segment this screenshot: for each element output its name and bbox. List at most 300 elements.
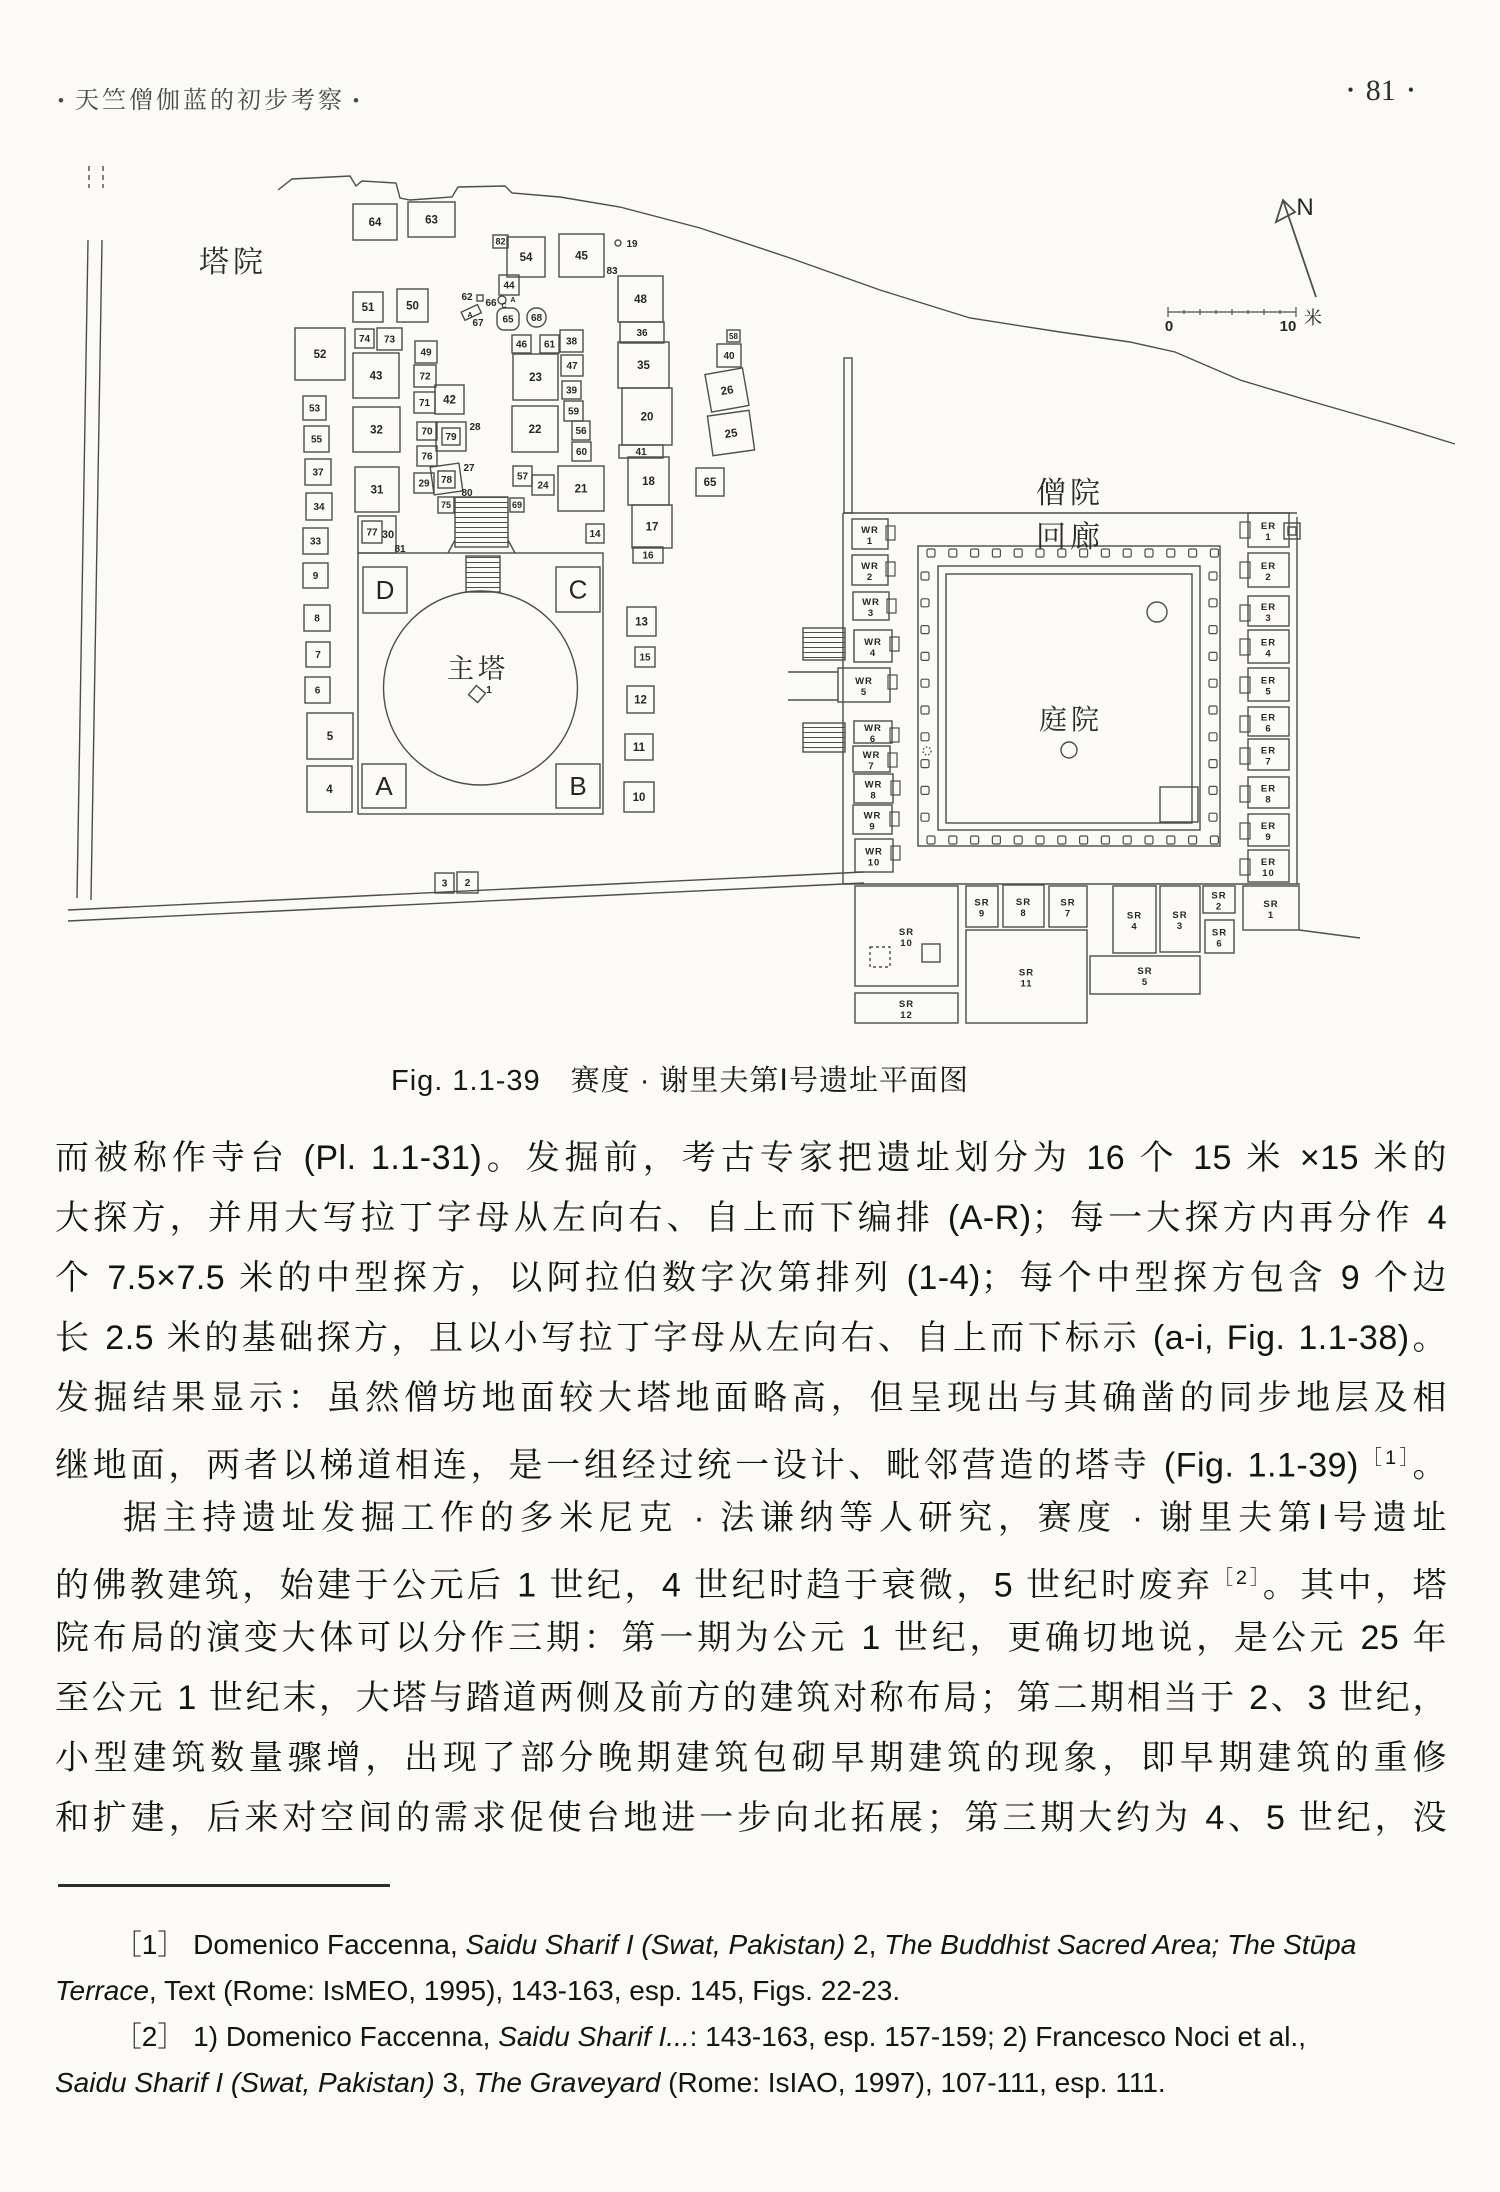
pillar	[921, 813, 929, 821]
plan-room	[966, 886, 998, 927]
plan-label: 53	[308, 403, 321, 415]
plan-box	[362, 521, 382, 543]
plan-box	[353, 407, 400, 452]
pillar	[1123, 836, 1131, 844]
plan-label: 52	[313, 349, 327, 362]
plan-room	[852, 555, 895, 585]
svg-text:ER7: ER 7	[1260, 745, 1277, 768]
plan-label: 69	[511, 500, 523, 511]
body-line: 长 2.5 米的基础探方，且以小写拉丁字母从左向右、自上而下标示 (a-i, Fig. 1.1-38)。	[55, 1319, 1447, 1357]
plan-box	[559, 234, 604, 277]
colonnade-outer	[918, 546, 1220, 846]
svg-text:ER5: ER 5	[1260, 675, 1277, 698]
plan-room	[1240, 777, 1289, 808]
plan-box	[619, 445, 663, 458]
plan-box	[627, 686, 654, 713]
plan-box	[408, 202, 455, 237]
plan-label: 73	[383, 334, 396, 346]
pillar	[1014, 836, 1022, 844]
plan-box	[513, 354, 558, 400]
plan-box	[497, 308, 519, 330]
plan-label: 20	[640, 411, 654, 424]
footnote-separator	[58, 1884, 390, 1887]
plan-label: 65	[703, 477, 717, 490]
plan-box	[717, 344, 741, 367]
plan-box	[414, 392, 435, 413]
svg-text:WR1: WR 1	[861, 525, 879, 547]
plan-label: 45	[575, 250, 588, 263]
plan-box	[513, 466, 532, 486]
scale-bar	[1168, 307, 1296, 317]
plan-label: 18	[642, 476, 655, 489]
plan-label: 21	[574, 483, 588, 496]
svg-text:SR8: SR 8	[1015, 897, 1032, 919]
plan-label: 41	[635, 447, 647, 459]
plan-box	[303, 528, 328, 554]
sr10-square	[922, 944, 940, 962]
plan-box	[635, 647, 655, 667]
plan-corner-square	[363, 567, 407, 613]
courtyard-wall-inner	[946, 574, 1192, 823]
plan-room	[855, 839, 900, 872]
plan-box	[499, 275, 519, 295]
svg-text:WR3: WR 3	[862, 597, 880, 619]
pillar	[1167, 836, 1175, 844]
staircase	[803, 628, 845, 660]
terrace-boundary-dashes	[89, 166, 103, 188]
plan-label: 72	[419, 371, 431, 383]
plan-box	[586, 524, 604, 543]
footnote-line: ［1］ Domenico Faccenna, Saidu Sharif I (Swat, Pakistan) 2, The Buddhist Sacred Area; The Stūpa	[113, 1929, 1357, 1960]
body-line: 个 7.5×7.5 米的中型探方，以阿拉伯数字次第排列 (1-4)；每个中型探方包含 9 个边	[55, 1259, 1447, 1297]
plan-room	[853, 746, 897, 772]
plan-box	[435, 873, 454, 893]
pillar	[921, 733, 929, 741]
plan-label: 14	[589, 529, 601, 541]
plan-label: 僧院	[1036, 477, 1104, 510]
svg-text:ER3: ER 3	[1260, 602, 1277, 624]
plan-box	[632, 505, 672, 548]
plan-label: 25	[723, 427, 739, 441]
svg-text:WR4: WR 4	[864, 637, 882, 659]
plan-label: 66	[485, 298, 497, 309]
plan-box	[532, 475, 554, 495]
plan-box	[457, 872, 478, 893]
svg-text:ER1: ER 1	[1260, 521, 1277, 543]
plan-room	[1205, 920, 1234, 953]
plan-label: 3	[441, 878, 448, 890]
plan-label: 42	[443, 394, 456, 407]
plan-label: 38	[565, 336, 578, 348]
plan-room	[854, 630, 899, 662]
plan-label: 9	[312, 571, 319, 583]
plan-label: 50	[406, 300, 419, 313]
pillar	[971, 836, 979, 844]
plan-box	[624, 782, 654, 812]
plan-label: D	[375, 575, 395, 605]
plan-label: A	[467, 312, 473, 319]
plan-corner-square	[362, 764, 406, 808]
plan-box	[620, 322, 664, 343]
plan-box	[303, 396, 326, 420]
plan-label: 43	[369, 370, 383, 383]
footnote-line: Saidu Sharif I (Swat, Pakistan) 3, The Graveyard (Rome: IsIAO, 1997), 107-111, esp. 111.	[55, 2067, 1166, 2098]
plan-box	[306, 642, 330, 667]
plan-box	[540, 335, 559, 353]
plan-label: 39	[565, 385, 578, 397]
plan-label: 19	[626, 239, 638, 250]
staircase	[466, 556, 500, 592]
plan-box	[512, 406, 558, 452]
pillar	[1209, 786, 1217, 794]
plan-label: 60	[575, 447, 588, 459]
plan-box	[618, 276, 663, 322]
pillar	[1209, 679, 1217, 687]
plan-label: 6	[314, 685, 321, 697]
plan-label: 77	[366, 527, 378, 539]
plan-label: 61	[543, 339, 556, 351]
plan-label: 67	[472, 318, 484, 329]
plan-label: 17	[645, 521, 659, 534]
pillar	[921, 706, 929, 714]
plan-label: 12	[634, 694, 647, 707]
plan-room	[1240, 739, 1289, 770]
plan-label: 30	[381, 529, 395, 541]
pillar	[921, 572, 929, 580]
plan-label: 2	[464, 878, 471, 890]
plan-label: 65	[502, 314, 514, 326]
plan-label: 22	[528, 424, 542, 437]
body-line: 据主持遗址发掘工作的多米尼克 · 法谦纳等人研究，赛度 · 谢里夫第Ⅰ号遗址	[123, 1499, 1447, 1537]
plan-label: 78	[440, 475, 453, 487]
terrace-boundary-west	[77, 240, 102, 900]
running-header-title: 天竺僧伽蓝的初步考察	[74, 87, 345, 114]
pillar	[1209, 813, 1217, 821]
svg-text:SR11: SR 11	[1018, 967, 1035, 990]
plan-label: 62	[461, 292, 473, 303]
plan-box	[696, 468, 724, 496]
plan-room	[1240, 630, 1289, 663]
plan-box	[305, 459, 331, 485]
plan-room	[1240, 553, 1289, 587]
plan-box	[377, 328, 402, 350]
plan-label: 28	[469, 422, 481, 433]
plan-box	[417, 446, 437, 466]
pillar	[1210, 549, 1218, 557]
staircase	[803, 723, 845, 752]
body-line: 继地面，两者以梯道相连，是一组经过统一设计、毗邻营造的塔寺 (Fig. 1.1-39)$^{[1]}$。	[55, 1446, 1447, 1485]
plan-box	[442, 428, 460, 445]
plan-room	[1240, 707, 1289, 736]
svg-text:WR6: WR 6	[864, 723, 882, 745]
plan-label: 76	[421, 451, 433, 463]
plan-label: 36	[636, 328, 648, 340]
plan-label: 59	[567, 406, 580, 418]
plan-label: 16	[642, 550, 654, 562]
plan-structure	[68, 166, 1455, 967]
plan-label: 10	[1279, 318, 1297, 335]
plan-room	[1003, 885, 1044, 927]
plan-label: 塔院	[199, 246, 267, 279]
plan-room	[1243, 886, 1299, 930]
plan-box	[353, 204, 397, 240]
plan-label: 64	[368, 217, 382, 230]
pillar	[921, 786, 929, 794]
plan-label: 47	[566, 361, 578, 373]
plan-box	[414, 365, 436, 387]
plan-label: 13	[635, 616, 648, 629]
svg-text:WR10: WR 10	[865, 846, 883, 869]
plan-label: 44	[503, 280, 515, 292]
pillar	[1210, 836, 1218, 844]
pillar	[1058, 836, 1066, 844]
main-stupa-circle	[384, 591, 578, 785]
staircase	[455, 497, 508, 547]
plan-box	[307, 766, 352, 812]
pillar	[1167, 549, 1175, 557]
svg-text:SR10: SR 10	[898, 927, 915, 949]
pillar	[927, 836, 935, 844]
svg-text:SR1: SR 1	[1263, 899, 1279, 921]
sr10-dashed-square	[870, 947, 890, 967]
plan-box	[727, 330, 740, 342]
plan-box	[353, 353, 399, 398]
pillar	[921, 652, 929, 660]
page-number-value: 81	[1365, 74, 1396, 107]
plan-label: 29	[418, 478, 430, 490]
svg-text:SR5: SR 5	[1137, 966, 1153, 988]
pillar	[1123, 549, 1131, 557]
pillar	[921, 599, 929, 607]
plan-box	[417, 422, 437, 440]
body-line: 至公元 1 世纪末，大塔与踏道两侧及前方的建筑对称布局；第二期相当于 2、3 世纪，	[55, 1679, 1447, 1717]
pillar	[949, 549, 957, 557]
plan-box	[527, 308, 546, 327]
footnote-line: Terrace, Text (Rome: IsMEO, 1995), 143-163, esp. 145, Figs. 22-23.	[55, 1975, 901, 2006]
plan-room	[854, 721, 899, 745]
svg-text:ER9: ER 9	[1260, 821, 1277, 843]
body-line: 发掘结果显示：虽然僧坊地面较大塔地面略高，但呈现出与其确凿的同步地层及相	[55, 1379, 1447, 1417]
courtyard-well	[1061, 742, 1077, 758]
monastery-passage	[788, 672, 838, 700]
plan-label: 4	[326, 784, 333, 797]
plan-box	[493, 235, 508, 248]
plan-room	[1090, 956, 1200, 994]
plan-label: 79	[445, 432, 457, 444]
pillar	[949, 836, 957, 844]
plan-room	[1240, 596, 1289, 626]
body-line: 小型建筑数量骤增，出现了部分晚期建筑包砌早期建筑的现象，即早期建筑的重修	[55, 1739, 1447, 1777]
svg-text:SR4: SR 4	[1126, 910, 1143, 933]
plan-label: A	[375, 771, 393, 801]
plan-room	[966, 930, 1087, 1023]
svg-text:WR5: WR 5	[855, 676, 873, 698]
pillar	[1189, 549, 1197, 557]
courtyard-well	[1147, 602, 1167, 622]
plan-box	[353, 292, 383, 322]
plan-label: 55	[310, 434, 323, 446]
svg-text:ER8: ER 8	[1260, 783, 1277, 806]
plan-label: C	[568, 574, 588, 605]
plan-label: 46	[515, 339, 528, 351]
pillar	[1209, 572, 1217, 580]
plan-room	[1160, 886, 1200, 952]
stupa-relic-square	[469, 686, 486, 703]
plan-room	[854, 774, 900, 803]
plan-label: 回廊	[1036, 521, 1104, 554]
plan-label: 米	[1304, 308, 1322, 328]
svg-text:ER6: ER 6	[1260, 712, 1277, 735]
svg-text:SR12: SR 12	[898, 999, 915, 1021]
plan-label: 81	[394, 544, 406, 555]
footnotes	[55, 1922, 1447, 2106]
plan-label: 8	[314, 613, 320, 625]
plan-corner-square	[556, 764, 600, 808]
plan-box	[625, 734, 653, 760]
plan-room	[1240, 668, 1289, 701]
body-line: 院布局的演变大体可以分作三期：第一期为公元 1 世纪，更确切地说，是公元 25 年	[55, 1619, 1447, 1657]
point-19	[615, 240, 621, 246]
plan-box	[564, 401, 583, 421]
svg-text:ER10: ER 10	[1260, 857, 1277, 879]
plan-label: 15	[639, 652, 651, 664]
pillar	[1036, 836, 1044, 844]
plan-label: 32	[370, 424, 383, 437]
plan-box	[512, 335, 531, 353]
plan-box	[705, 368, 749, 412]
plan-label: C	[501, 303, 507, 310]
plan-box	[561, 355, 583, 376]
plan-room	[1203, 886, 1235, 913]
plan-label: 54	[519, 252, 533, 265]
plan-room	[853, 592, 896, 620]
plan-label: 48	[634, 294, 647, 307]
plan-box	[306, 493, 332, 520]
pillar	[971, 549, 979, 557]
pillar	[1080, 836, 1088, 844]
plan-label: A	[510, 297, 516, 304]
plan-label: 37	[312, 467, 324, 479]
pillar	[921, 626, 929, 634]
svg-text:SR7: SR 7	[1060, 897, 1076, 920]
plan-label: 27	[463, 463, 475, 474]
plan-box	[438, 497, 454, 513]
plan-label: 23	[529, 372, 542, 385]
plan-room	[1049, 886, 1087, 927]
plan-label: 31	[370, 484, 384, 497]
pillar	[1209, 706, 1217, 714]
plan-label: B	[569, 771, 587, 801]
plan-box	[507, 237, 545, 277]
plan-label: 10	[632, 792, 646, 805]
plan-box	[355, 467, 399, 512]
plan-box	[307, 713, 353, 759]
svg-text:SR6: SR 6	[1211, 927, 1228, 950]
plan-label: 24	[537, 480, 549, 492]
svg-text:SR9: SR 9	[974, 897, 990, 920]
plan-box	[435, 385, 464, 414]
plan-box	[618, 342, 669, 388]
pillar	[992, 836, 1000, 844]
footnote-line: ［2］ 1) Domenico Faccenna, Saidu Sharif I...: 143-163, esp. 157-159; 2) Francesco Noci et al.,	[113, 2021, 1306, 2052]
pillar	[1209, 626, 1217, 634]
plan-label: 71	[418, 398, 431, 410]
svg-text:WR9: WR 9	[863, 810, 882, 833]
pillar	[921, 760, 929, 768]
plan-box	[628, 457, 669, 505]
plan-box	[304, 605, 330, 631]
plan-label: 1	[486, 685, 492, 696]
plan-label: 26	[719, 384, 735, 399]
monastery-west-wall	[844, 358, 852, 513]
plan-room	[852, 519, 895, 549]
plan-room	[1113, 886, 1156, 953]
plan-label: 75	[440, 500, 452, 511]
plan-box	[397, 289, 428, 322]
plan-room	[855, 993, 958, 1023]
bullet-icon: •	[58, 91, 67, 110]
svg-text:WR8: WR 8	[864, 779, 883, 802]
plan-room	[1240, 814, 1289, 846]
plan-box	[562, 381, 581, 399]
plan-box	[415, 341, 437, 363]
plan-box	[510, 498, 524, 512]
plan-label: 70	[421, 426, 433, 438]
plan-label: 0	[1164, 318, 1174, 335]
plan-label: 82	[495, 236, 506, 247]
plan-box	[627, 607, 656, 636]
pillar	[921, 679, 929, 687]
body-line: 大探方，并用大写拉丁字母从左向右、自上而下编排 (A-R)；每一大探方内再分作 4	[55, 1199, 1447, 1237]
bullet-icon: •	[1407, 80, 1414, 100]
plan-label: 83	[606, 266, 618, 277]
body-line: 而被称作寺台 (Pl. 1.1-31)。发掘前，考古专家把遗址划分为 16 个 15 米 ×15 米的	[55, 1139, 1447, 1177]
plan-label: 40	[723, 351, 735, 363]
svg-text:ER4: ER 4	[1260, 637, 1277, 660]
plan-box	[572, 442, 591, 461]
plan-label: 35	[637, 360, 650, 373]
pillar	[1209, 652, 1217, 660]
pillar	[1189, 836, 1197, 844]
plan-label: 5	[326, 731, 334, 744]
plan-room	[1240, 850, 1289, 882]
plan-label: 34	[313, 502, 325, 514]
plan-room	[838, 668, 897, 702]
plan-label: 56	[575, 426, 587, 438]
plan-box	[303, 563, 328, 588]
plan-box	[622, 388, 672, 445]
plan-label: 51	[361, 302, 375, 315]
plan-box	[572, 421, 590, 440]
plan-room	[853, 805, 899, 834]
pillar	[1209, 599, 1217, 607]
plan-label: N	[1296, 194, 1314, 221]
plan-box	[438, 471, 455, 488]
plan-box	[558, 466, 604, 511]
plan-box	[355, 329, 374, 348]
bullet-icon: •	[1347, 80, 1354, 100]
plan-label: 33	[309, 536, 322, 548]
plan-label: 11	[632, 742, 646, 755]
plan-label: 80	[461, 488, 473, 499]
plan-label: 63	[425, 214, 438, 227]
svg-text:WR2: WR 2	[861, 561, 879, 583]
plan-label: 57	[516, 471, 529, 483]
pillar	[1101, 836, 1109, 844]
pillar	[1209, 760, 1217, 768]
plan-box	[305, 677, 330, 703]
plan-label: 58	[729, 331, 738, 341]
